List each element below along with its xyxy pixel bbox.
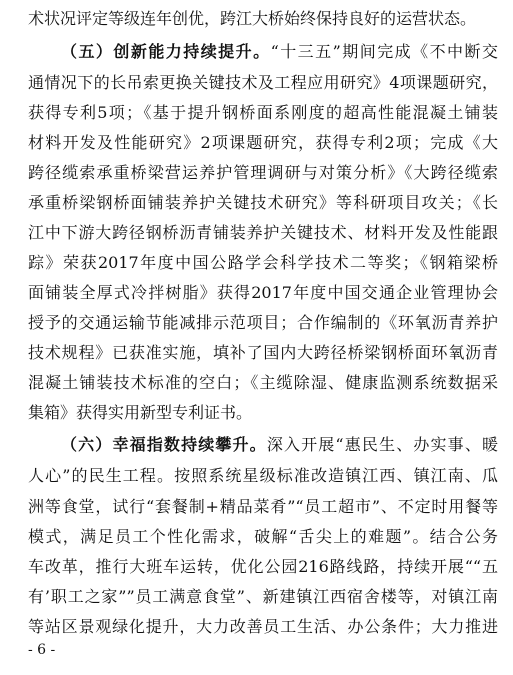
text-segment: 车改革，推行大班车运转，优化公园216路线路，持续开展““五: [28, 557, 498, 576]
text-line: [28, 398, 498, 428]
text-line: [28, 68, 498, 98]
text-segment: 人心”的民生工程。按照系统星级标准改造镇江西、镇江南、瓜: [28, 466, 498, 485]
text-line: [28, 522, 498, 552]
text-line: [61, 37, 498, 67]
text-segment: “十三五”期间完成《不中断交: [270, 42, 498, 61]
text-line: [28, 278, 498, 308]
text-segment: 深入开展“惠民生、办实事、暖: [266, 435, 498, 454]
text-segment: 有’职工之家””员工满意食堂”、新建镇江西宿舍楼等，对镇江南: [28, 587, 498, 606]
text-segment: 跨径缆索承重桥梁营运养护管理调研与对策分析》《大跨径缆索: [28, 163, 498, 182]
text-line: [28, 492, 498, 522]
text-line: [28, 218, 498, 248]
text-segment: 授予的交通运输节能减排示范项目；合作编制的《环氧沥青养护: [28, 313, 498, 332]
text-line: [28, 308, 498, 338]
text-segment: 等站区景观绿化提升，大力改善员工生活、办公条件；大力推进: [28, 617, 498, 636]
text-line: [28, 248, 498, 278]
text-line: [28, 368, 498, 398]
text-segment: 踪》荣获2017年度中国公路学会科学技术二等奖；《钢箱梁桥: [28, 253, 498, 272]
text-segment: 通情况下的长吊索更换关键技术及工程应用研究》4项课题研究，: [28, 73, 498, 92]
text-line: [28, 188, 498, 218]
text-line: [28, 338, 498, 368]
text-segment: 面铺装全厚式冷拌树脂》获得2017年度中国交通企业管理协会: [28, 283, 498, 302]
text-segment: 模式，满足员工个性化需求，破解“舌尖上的难题”。结合公务: [28, 527, 498, 546]
text-line: [28, 98, 498, 128]
text-line: [28, 128, 498, 158]
text-segment: 混凝土铺装技术标准的空白；《主缆除湿、健康监测系统数据采: [28, 373, 498, 392]
text-segment: 技术规程》已获准实施，填补了国内大跨径桥梁钢桥面环氧沥青: [28, 343, 498, 362]
text-segment: 材料开发及性能研究》2项课题研究，获得专利2项；完成《大: [28, 133, 498, 152]
text-line: [28, 4, 498, 34]
text-line: [28, 552, 498, 582]
text-segment: 承重桥梁钢桥面铺装养护关键技术研究》等科研项目攻关；《长: [28, 193, 498, 212]
section-heading: （六）幸福指数持续攀升。: [61, 435, 267, 454]
text-segment: 江中下游大跨径钢桥沥青铺装养护关键技术、材料开发及性能跟: [28, 223, 498, 242]
text-line: [28, 582, 498, 612]
text-segment: 集箱》获得实用新型专利证书。: [28, 403, 253, 422]
text-segment: 洲等食堂，试行“套餐制+精品菜肴”“员工超市”、不定时用餐等: [28, 497, 498, 516]
text-line: [61, 430, 498, 460]
text-line: [28, 158, 498, 188]
text-line: [28, 461, 498, 491]
page-number: - 6 -: [28, 642, 56, 658]
section-heading: （五）创新能力持续提升。: [61, 42, 271, 61]
text-segment: 获得专利5项；《基于提升钢桥面系刚度的超高性能混凝土铺装: [28, 103, 498, 122]
text-line: [28, 612, 498, 642]
text-segment: 术状况评定等级连年创优，跨江大桥始终保持良好的运营状态。: [28, 9, 477, 28]
